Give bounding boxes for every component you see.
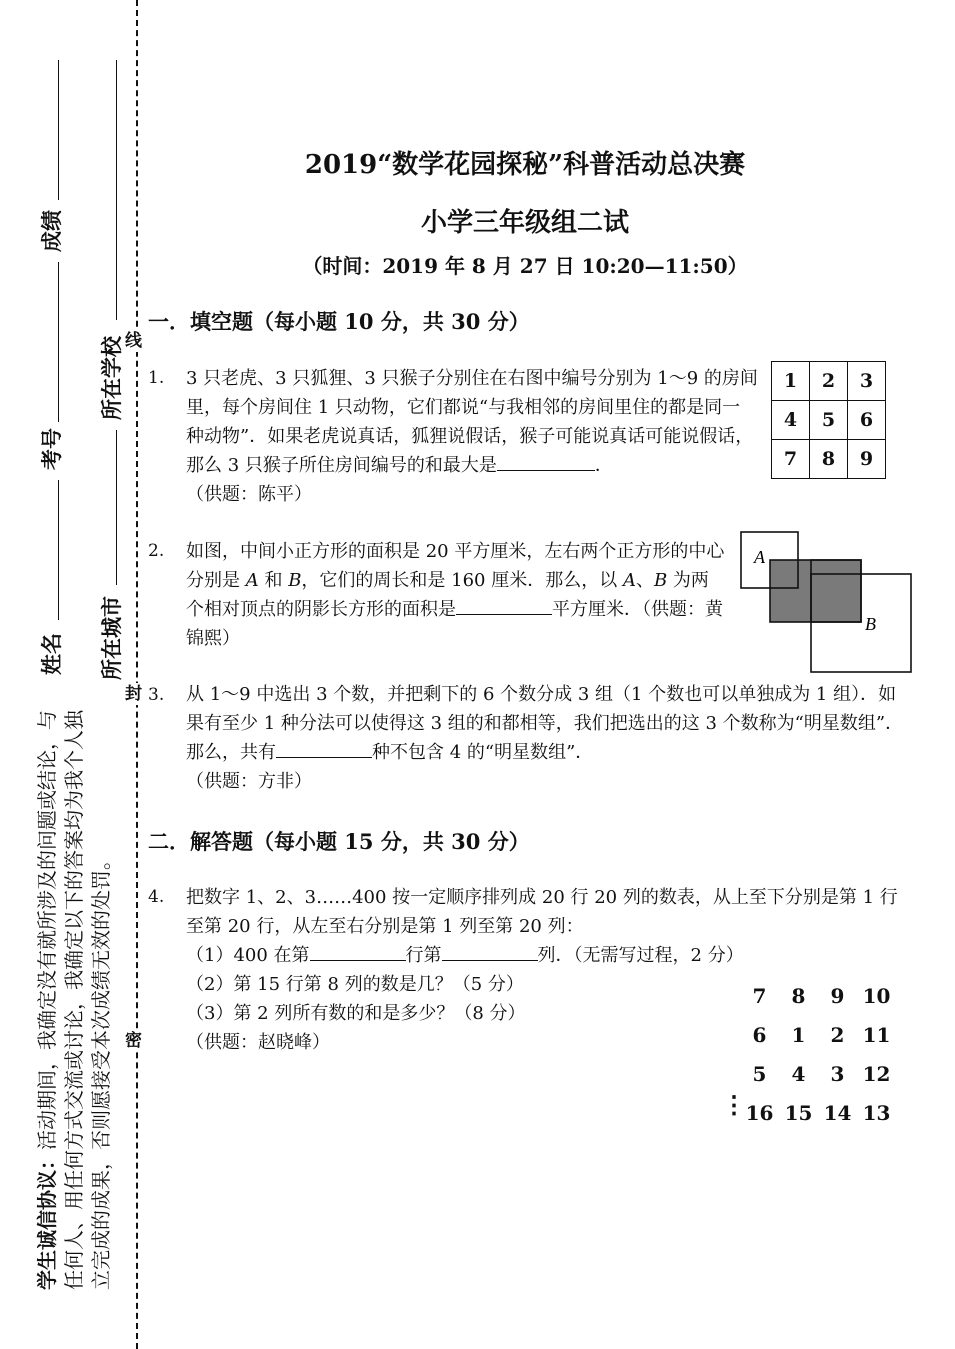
q4-p1-a: （1）400 在第 bbox=[186, 945, 310, 966]
q4-row-blank[interactable] bbox=[310, 942, 406, 961]
q4-part-3: （3）第 2 列所有数的和是多少？（8 分） bbox=[186, 1003, 526, 1024]
cut-mark-seal: 封 bbox=[125, 684, 142, 704]
school-label: 所在学校 bbox=[99, 336, 124, 420]
table-cell: 16 bbox=[745, 1100, 774, 1125]
q1-answer-blank[interactable] bbox=[497, 452, 595, 471]
room-cell: 7 bbox=[772, 440, 810, 479]
q4-p1-c: 列．（无需写过程，2 分） bbox=[537, 945, 744, 966]
q4-part-1 bbox=[186, 941, 746, 970]
table-cell: 8 bbox=[791, 983, 806, 1008]
label-b: B bbox=[865, 614, 876, 634]
q2-var-b2: B bbox=[653, 570, 668, 591]
table-cell: 14 bbox=[823, 1100, 852, 1125]
section-2-title: 二．解答题（每小题 15 分，共 30 分） bbox=[148, 829, 530, 854]
table-cell: 15 bbox=[784, 1100, 813, 1125]
room-cell: 4 bbox=[772, 401, 810, 440]
q2-text-b: 和 bbox=[258, 570, 289, 591]
q2-text-a: 如图，中间小正方形的面积是 20 平方厘米，左右两个正方形的中心分别是 bbox=[186, 541, 725, 591]
q2-text-d: 、 bbox=[635, 570, 654, 591]
q1-provider: （供题：陈平） bbox=[186, 484, 312, 505]
school-line bbox=[116, 60, 117, 320]
exam-no-label: 考号 bbox=[39, 428, 64, 470]
q3-number: 3. bbox=[148, 685, 165, 705]
table-cell: 2 bbox=[830, 1022, 845, 1047]
table-cell: 7 bbox=[752, 983, 767, 1008]
table-cell: 4 bbox=[791, 1061, 806, 1086]
q2-text-e: 为两个相对顶点的阴影长方形的面积是 bbox=[186, 570, 709, 620]
room-grid bbox=[771, 361, 886, 479]
table-cell: 12 bbox=[862, 1061, 891, 1086]
table-cell: 5 bbox=[752, 1061, 767, 1086]
q2-text-f: 平方厘米． bbox=[552, 599, 642, 620]
q4-col-blank[interactable] bbox=[442, 942, 538, 961]
q1-text bbox=[186, 364, 758, 509]
number-table bbox=[740, 976, 896, 1132]
room-cell: 3 bbox=[848, 362, 886, 401]
q3-text-a: 从 1～9 中选出 3 个数，并把剩下的 6 个数分成 3 组（1 个数也可以单独成为 1 组）．如果有至少 1 种分法可以使得这 3 组的和都相等，我们把选出的这 3 个数称为“明星数组”．那么，共有 bbox=[186, 684, 904, 763]
honor-text: 活动期间，我确定没有就所涉及的问题或结论，与任何人、用任何方式交流或讨论，我确定以下的答案均为我个人独立完成的成果，否则愿接受本次成绩无效的处罚。 bbox=[35, 710, 113, 1290]
q2-provider: （供题：黄锦熙） bbox=[186, 599, 723, 649]
table-cell: 11 bbox=[862, 1022, 891, 1047]
shaded-rectangle bbox=[770, 560, 861, 622]
q1-text-b: ． bbox=[594, 455, 613, 476]
honor-title: 学生诚信协议： bbox=[35, 1150, 59, 1290]
section-1-title: 一．填空题（每小题 10 分，共 30 分） bbox=[148, 309, 530, 334]
table-cell: 6 bbox=[752, 1022, 767, 1047]
cut-mark-line: 线 bbox=[125, 331, 142, 351]
q1-number: 1. bbox=[148, 368, 165, 388]
q4-provider: （供题：赵晓峰） bbox=[186, 1032, 330, 1053]
q3-provider: （供题：方非） bbox=[186, 771, 312, 792]
exam-subtitle: 小学三年级组二试 bbox=[420, 208, 629, 238]
q2-text bbox=[186, 537, 726, 653]
q1-text-a: 3 只老虎、3 只狐狸、3 只猴子分别住在右图中编号分别为 1～9 的房间里，每个房间住 1 只动物，它们都说“与我相邻的房间里住的都是同一种动物”．如果老虎说真话，狐狸说假话，猴子可能说真话可能说假话，那么 3 只猴子所住房间编号的和最大是 bbox=[186, 368, 758, 476]
room-cell: 2 bbox=[810, 362, 848, 401]
q2-text-c: ，它们的周长和是 160 厘米．那么，以 bbox=[301, 570, 623, 591]
q2-var-a2: A bbox=[622, 570, 636, 591]
table-cell: 1 bbox=[791, 1022, 806, 1047]
name-line bbox=[58, 480, 59, 620]
label-a: A bbox=[754, 547, 765, 567]
room-cell: 9 bbox=[848, 440, 886, 479]
exam-no-line bbox=[58, 262, 59, 422]
city-line bbox=[116, 430, 117, 585]
name-label: 姓名 bbox=[39, 633, 64, 675]
q2-number: 2. bbox=[148, 541, 165, 561]
score-line bbox=[58, 60, 59, 200]
exam-time: （时间：2019 年 8 月 27 日 10:20—11:50） bbox=[302, 254, 748, 278]
q2-answer-blank[interactable] bbox=[456, 596, 552, 615]
room-cell: 8 bbox=[810, 440, 848, 479]
room-cell: 1 bbox=[772, 362, 810, 401]
q4-intro: 把数字 1、2、3……400 按一定顺序排列成 20 行 20 列的数表，从上至下分别是第 1 行至第 20 行，从左至右分别是第 1 列至第 20 列： bbox=[186, 887, 898, 937]
room-cell: 6 bbox=[848, 401, 886, 440]
q3-answer-blank[interactable] bbox=[276, 739, 372, 758]
table-cell: 9 bbox=[830, 983, 845, 1008]
q2-var-a: A bbox=[245, 570, 259, 591]
room-cell: 5 bbox=[810, 401, 848, 440]
q4-p1-b: 行第 bbox=[405, 945, 442, 966]
q2-var-b: B bbox=[288, 570, 302, 591]
table-cell: 10 bbox=[862, 983, 891, 1008]
exam-title: 2019“数学花园探秘”科普活动总决赛 bbox=[304, 150, 746, 180]
city-label: 所在城市 bbox=[99, 596, 124, 680]
q4-part-2: （2）第 15 行第 8 列的数是几？（5 分） bbox=[186, 974, 524, 995]
cut-mark-secret: 密 bbox=[125, 1031, 142, 1051]
table-ellipsis: ⋮ bbox=[722, 1090, 746, 1119]
table-cell: 13 bbox=[862, 1100, 891, 1125]
q3-text-b: 种不包含 4 的“明星数组”． bbox=[372, 742, 594, 763]
table-cell: 3 bbox=[830, 1061, 845, 1086]
squares-figure bbox=[735, 528, 917, 678]
q4-number: 4. bbox=[148, 887, 165, 907]
honor-agreement bbox=[34, 700, 115, 1290]
score-label: 成绩 bbox=[39, 210, 64, 252]
q4-parts bbox=[186, 941, 746, 1057]
cut-line bbox=[136, 0, 138, 1349]
q3-text bbox=[186, 680, 908, 796]
